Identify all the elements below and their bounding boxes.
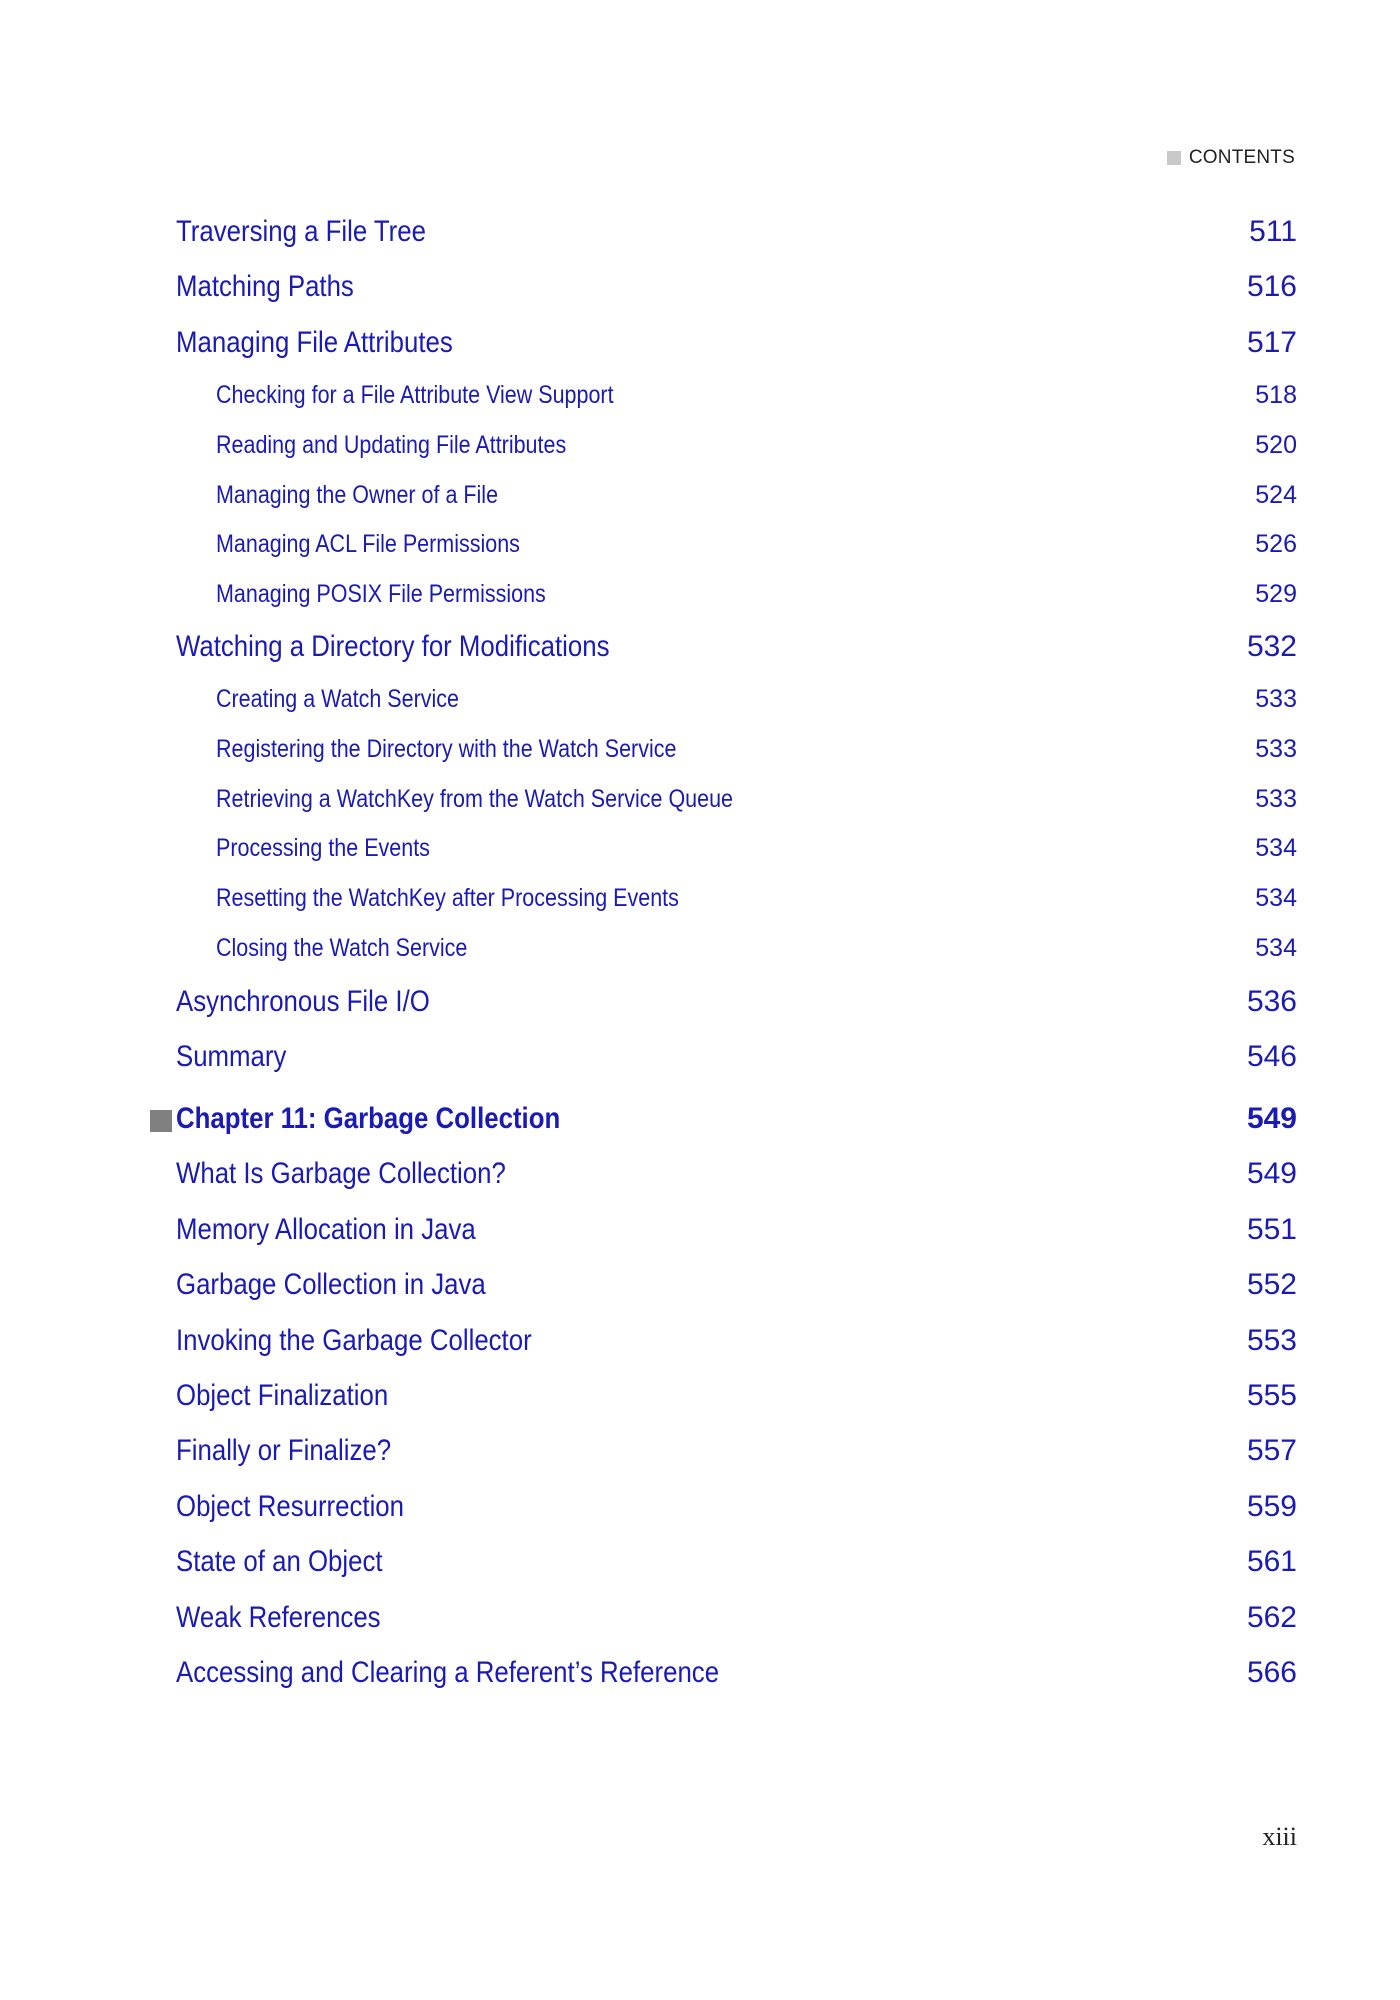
- toc-entry-title: Memory Allocation in Java: [176, 1213, 476, 1246]
- toc-entry-page: 549: [1246, 1157, 1297, 1190]
- toc-entry-page: 533: [1255, 785, 1297, 813]
- toc-entry-title: Managing ACL File Permissions: [216, 530, 520, 558]
- toc-entry-page: 549: [1246, 1102, 1297, 1135]
- toc-entry-title: Accessing and Clearing a Referent’s Reference: [176, 1656, 720, 1689]
- chapter-square-icon: [150, 1110, 172, 1132]
- header-label: CONTENTS: [1188, 147, 1295, 168]
- toc-entry[interactable]: [176, 267, 1297, 307]
- toc-entry-page: 526: [1255, 530, 1297, 558]
- toc-entry-page: 561: [1246, 1545, 1297, 1578]
- running-header: [1167, 147, 1295, 169]
- toc-entry-title: Closing the Watch Service: [216, 934, 468, 962]
- toc-entry-title: Garbage Collection in Java: [176, 1268, 486, 1301]
- toc-subentry[interactable]: [216, 881, 1297, 915]
- toc-subentry[interactable]: [216, 931, 1297, 965]
- toc-subentry[interactable]: [216, 577, 1297, 611]
- toc-entry-title: Asynchronous File I/O: [176, 985, 430, 1018]
- toc-entry-page: 533: [1255, 735, 1297, 763]
- toc-entry-title: Invoking the Garbage Collector: [176, 1324, 532, 1357]
- toc-entry-title: State of an Object: [176, 1545, 383, 1578]
- toc-entry-title: Object Finalization: [176, 1379, 389, 1412]
- toc-entry[interactable]: [176, 1210, 1297, 1250]
- toc-entry-title: Managing the Owner of a File: [216, 481, 499, 509]
- toc-entry-page: 524: [1255, 481, 1297, 509]
- toc-chapter-entry[interactable]: [176, 1099, 1297, 1139]
- toc-entry-title: Creating a Watch Service: [216, 685, 459, 713]
- toc-entry-title: Managing POSIX File Permissions: [216, 580, 546, 608]
- toc-entry-page: 517: [1246, 326, 1297, 359]
- toc-subentry[interactable]: [216, 682, 1297, 716]
- toc-entry-page: 533: [1255, 685, 1297, 713]
- toc-entry-title: Managing File Attributes: [176, 326, 453, 359]
- toc-entry-title: Registering the Directory with the Watch Service: [216, 735, 677, 763]
- toc-entry-page: 546: [1246, 1040, 1297, 1073]
- toc-entry[interactable]: [176, 1037, 1297, 1077]
- toc-entry[interactable]: [176, 1265, 1297, 1305]
- toc-entry-title: Resetting the WatchKey after Processing Events: [216, 884, 679, 912]
- toc-entry[interactable]: [176, 1487, 1297, 1527]
- toc-entry-title: Finally or Finalize?: [176, 1434, 392, 1467]
- page-number: xiii: [1262, 1822, 1297, 1851]
- toc-entry-title: Watching a Directory for Modifications: [176, 630, 610, 663]
- header-square-icon: [1167, 151, 1181, 165]
- toc-entry-page: 536: [1246, 985, 1297, 1018]
- toc-entry-title: Chapter 11: Garbage Collection: [176, 1102, 561, 1135]
- toc-entry[interactable]: [176, 1542, 1297, 1582]
- toc-entry[interactable]: [176, 323, 1297, 363]
- toc-entry-page: 555: [1246, 1379, 1297, 1412]
- toc-entry-page: 520: [1255, 431, 1297, 459]
- toc-entry-page: 511: [1249, 215, 1297, 248]
- toc-entry-page: 532: [1246, 630, 1297, 663]
- toc-subentry[interactable]: [216, 478, 1297, 512]
- toc-entry[interactable]: [176, 1321, 1297, 1361]
- toc-entry-page: 552: [1246, 1268, 1297, 1301]
- toc-entry[interactable]: [176, 982, 1297, 1022]
- toc-entry[interactable]: [176, 1653, 1297, 1693]
- toc-entry-page: 534: [1255, 934, 1297, 962]
- toc-entry-page: 553: [1246, 1324, 1297, 1357]
- toc-subentry[interactable]: [216, 428, 1297, 462]
- toc-entry-page: 557: [1246, 1434, 1297, 1467]
- toc-entry[interactable]: [176, 212, 1297, 252]
- toc-subentry[interactable]: [216, 732, 1297, 766]
- toc-entry-title: Processing the Events: [216, 834, 430, 862]
- toc-entry-title: Object Resurrection: [176, 1490, 404, 1523]
- toc-entry-title: Matching Paths: [176, 270, 354, 303]
- toc-entry-page: 516: [1246, 270, 1297, 303]
- toc-entry-page: 534: [1255, 834, 1297, 862]
- toc-entry[interactable]: [176, 1154, 1297, 1194]
- toc-subentry[interactable]: [216, 782, 1297, 816]
- toc-entry-page: 534: [1255, 884, 1297, 912]
- toc-entry-title: Retrieving a WatchKey from the Watch Service Queue: [216, 785, 734, 813]
- toc-entry[interactable]: [176, 627, 1297, 667]
- toc-entry-page: 559: [1246, 1490, 1297, 1523]
- toc-entry-title: What Is Garbage Collection?: [176, 1157, 506, 1190]
- toc-entry-page: 529: [1255, 580, 1297, 608]
- toc-subentry[interactable]: [216, 527, 1297, 561]
- toc-entry-title: Summary: [176, 1040, 287, 1073]
- toc-entry-page: 566: [1246, 1656, 1297, 1689]
- toc-entry[interactable]: [176, 1376, 1297, 1416]
- toc-entry-page: 518: [1255, 381, 1297, 409]
- toc-entry-title: Traversing a File Tree: [176, 215, 426, 248]
- toc-entry-page: 562: [1246, 1601, 1297, 1634]
- toc-subentry[interactable]: [216, 831, 1297, 865]
- toc-entry[interactable]: [176, 1431, 1297, 1471]
- toc-entry-title: Reading and Updating File Attributes: [216, 431, 567, 459]
- toc-entry-title: Checking for a File Attribute View Support: [216, 381, 614, 409]
- toc-subentry[interactable]: [216, 378, 1297, 412]
- toc-entry[interactable]: [176, 1598, 1297, 1638]
- toc-entry-page: 551: [1246, 1213, 1297, 1246]
- toc-entry-title: Weak References: [176, 1601, 381, 1634]
